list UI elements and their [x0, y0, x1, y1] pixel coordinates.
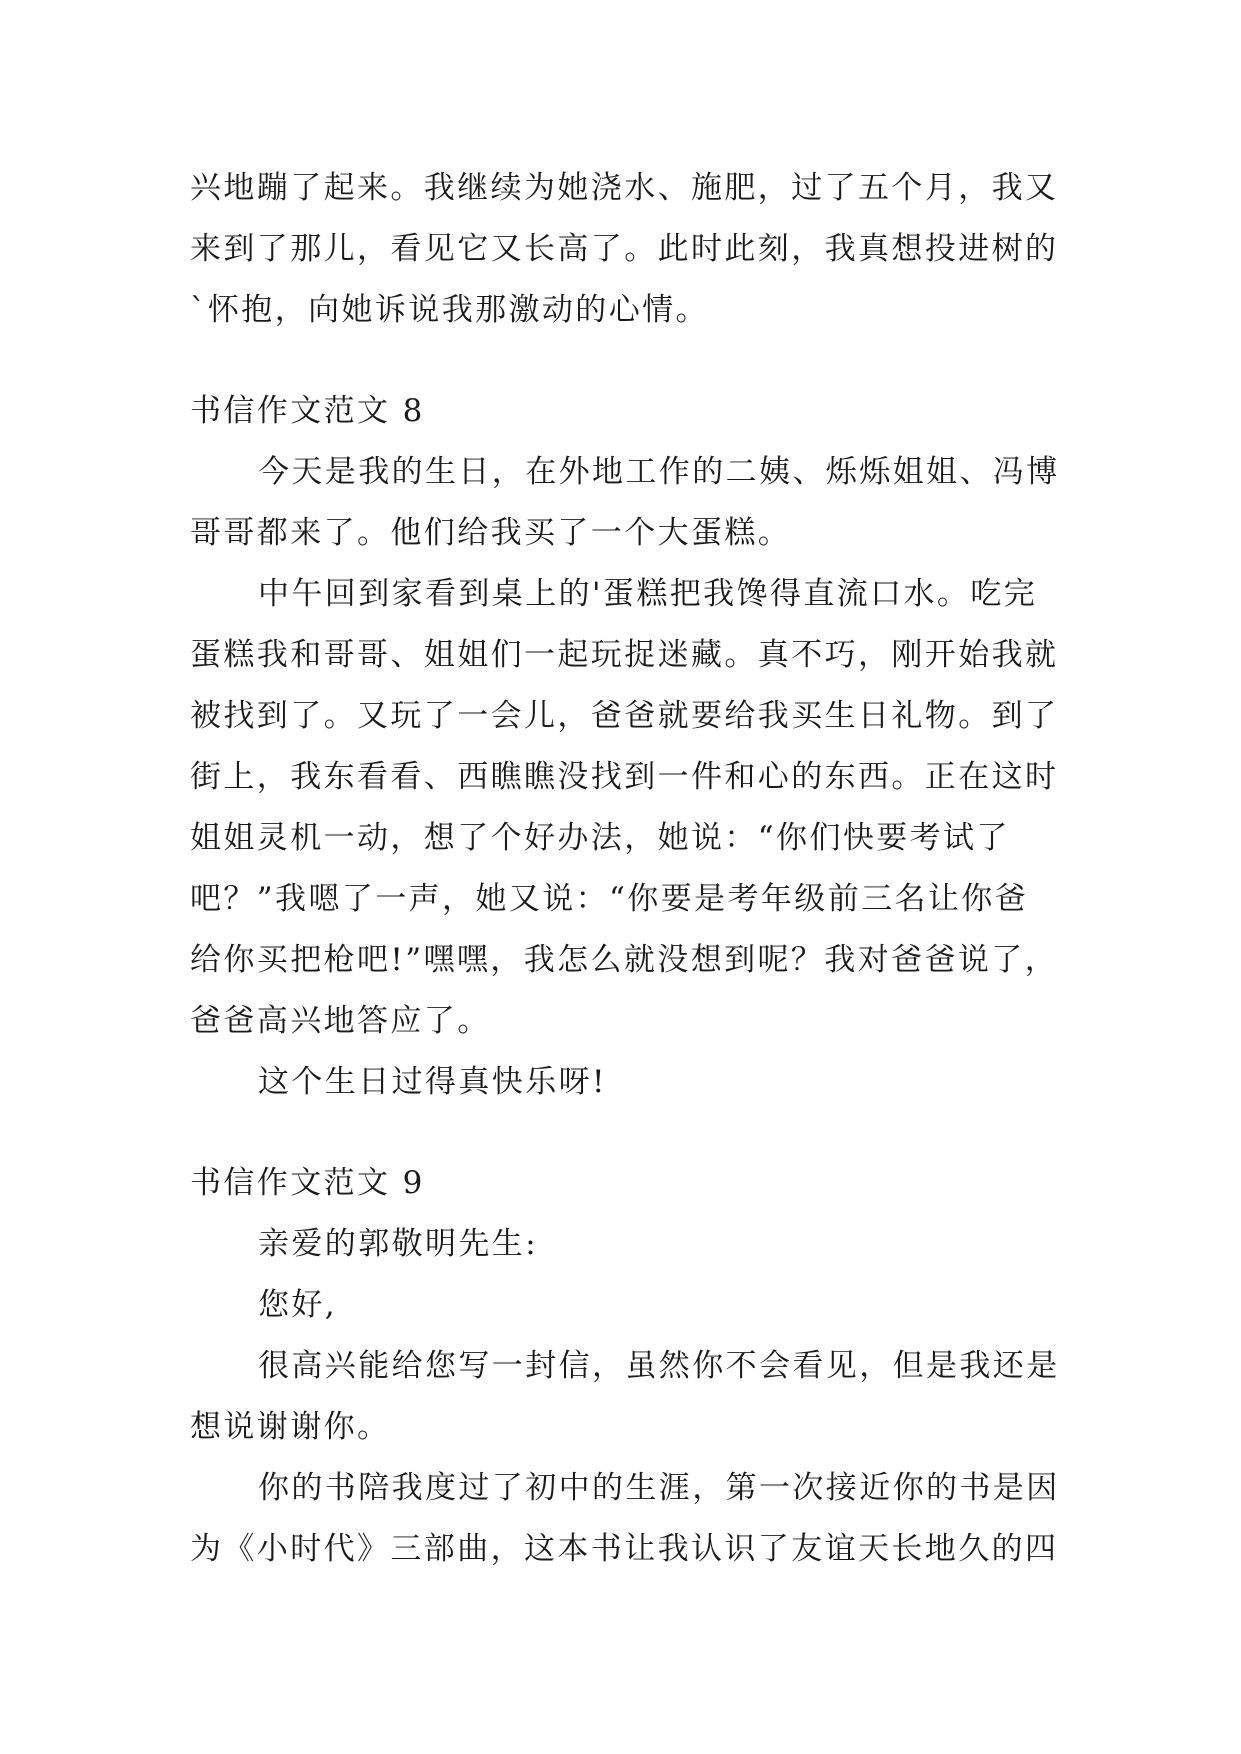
paragraph: 兴地蹦了起来。我继续为她浇水、施肥，过了五个月，我又来到了那儿，看见它又长高了。此时此刻，我真想投进树的`怀抱，向她诉说我那激动的心情。	[190, 170, 1059, 328]
section-heading: 书信作文范文 8	[190, 393, 425, 429]
paragraph: 你的书陪我度过了初中的生涯，第一次接近你的书是因为《小时代》三部曲，这本书让我认识了友谊天长地久的四	[190, 1470, 1060, 1567]
letter-greeting: 您好,	[258, 1287, 338, 1323]
document-body	[190, 158, 1060, 1580]
paragraph: 很高兴能给您写一封信，虽然你不会看见，但是我还是想说谢谢你。	[190, 1348, 1060, 1445]
paragraph: 这个生日过得真快乐呀!	[258, 1064, 607, 1100]
section-heading: 书信作文范文 9	[190, 1165, 425, 1201]
letter-salutation: 亲爱的郭敬明先生:	[258, 1226, 539, 1262]
paragraph: 今天是我的生日，在外地工作的二姨、烁烁姐姐、冯博哥哥都来了。他们给我买了一个大蛋糕。	[190, 454, 1060, 551]
paragraph: 中午回到家看到桌上的'蛋糕把我馋得直流口水。吃完蛋糕我和哥哥、姐姐们一起玩捉迷藏。真不巧，刚开始我就被找到了。又玩了一会儿，爸爸就要给我买生日礼物。到了街上，我东看看、西瞧瞧没找到一件和心的东西。正在这时姐姐灵机一动，想了个好办法，她说：“你们快要考试了吧？”我嗯了一声，她又说：“你要是考年级前三名让你爸给你买把枪吧!”嘿嘿，我怎么就没想到呢？我对爸爸说了，爸爸高兴地答应了。	[190, 576, 1059, 1039]
